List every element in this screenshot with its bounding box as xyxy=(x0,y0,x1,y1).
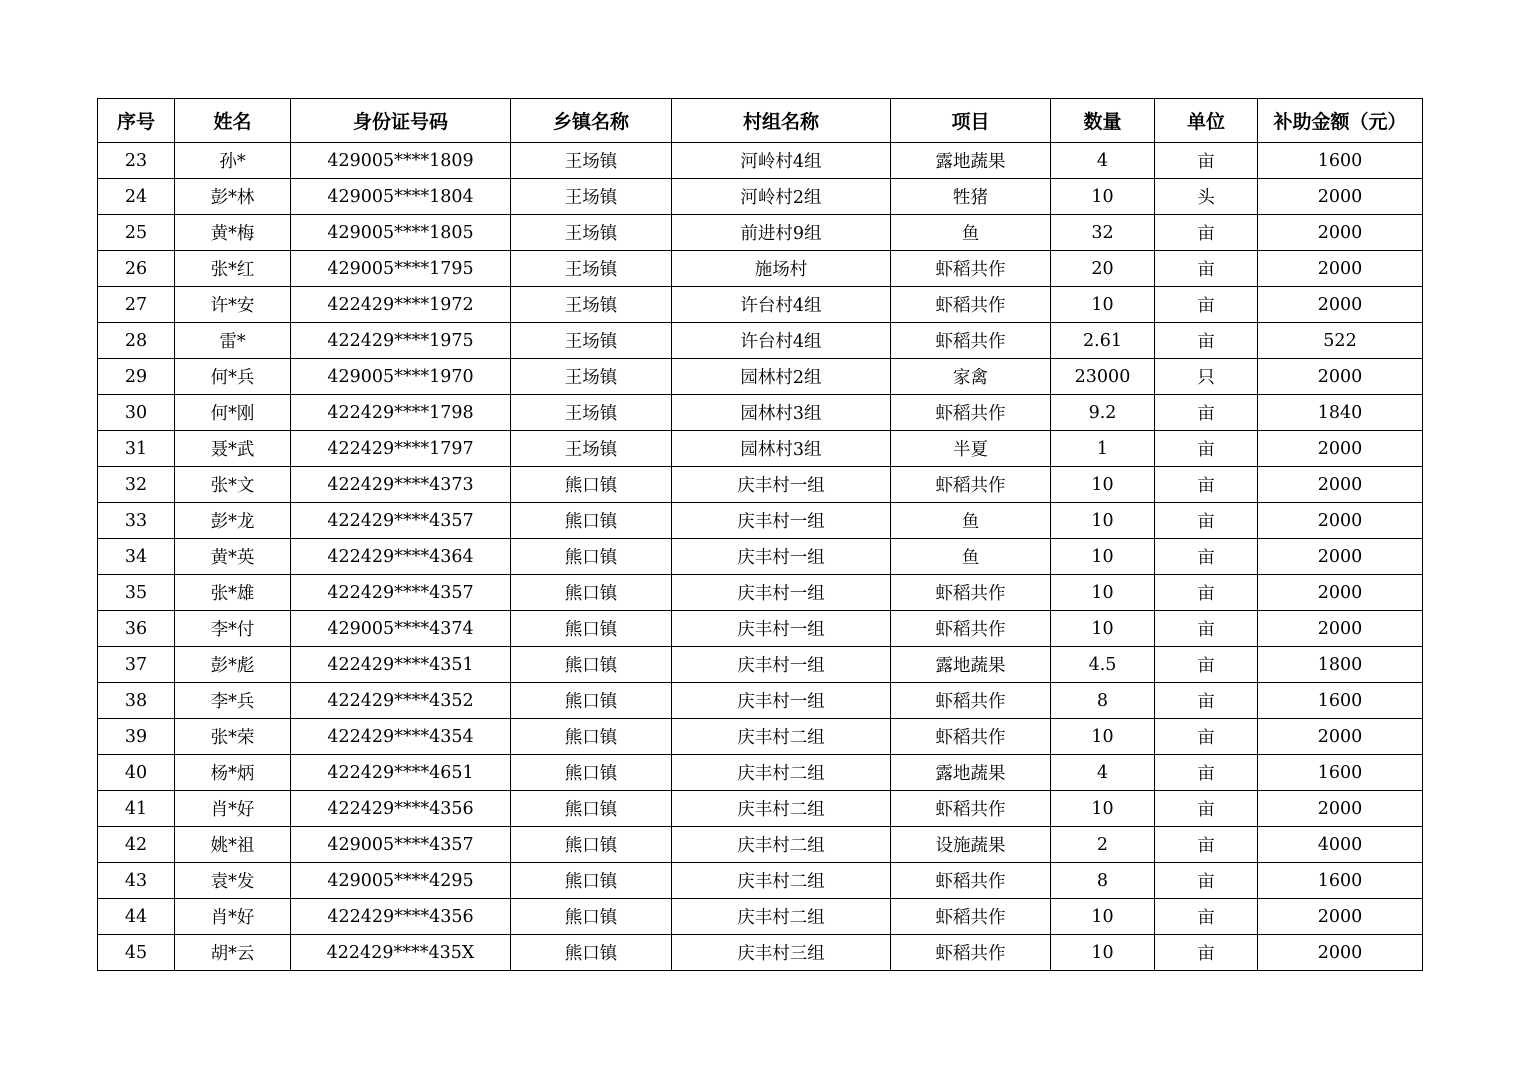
cell-unit: 亩 xyxy=(1155,899,1258,935)
cell-subsidy-amount: 1600 xyxy=(1258,683,1423,719)
header-cell-quantity: 数量 xyxy=(1051,99,1155,143)
cell-id-number: 422429****4351 xyxy=(291,647,511,683)
cell-id-number: 422429****4651 xyxy=(291,755,511,791)
cell-index: 37 xyxy=(98,647,175,683)
cell-subsidy-amount: 2000 xyxy=(1258,179,1423,215)
cell-subsidy-amount: 2000 xyxy=(1258,611,1423,647)
cell-unit: 头 xyxy=(1155,179,1258,215)
cell-town: 熊口镇 xyxy=(511,539,672,575)
cell-id-number: 422429****435X xyxy=(291,935,511,971)
cell-id-number: 429005****1804 xyxy=(291,179,511,215)
cell-index: 26 xyxy=(98,251,175,287)
cell-project: 虾稻共作 xyxy=(891,575,1051,611)
cell-index: 34 xyxy=(98,539,175,575)
cell-subsidy-amount: 4000 xyxy=(1258,827,1423,863)
cell-id-number: 429005****4295 xyxy=(291,863,511,899)
cell-index: 45 xyxy=(98,935,175,971)
table-row xyxy=(98,575,1423,611)
cell-quantity: 8 xyxy=(1051,683,1155,719)
cell-index: 27 xyxy=(98,287,175,323)
cell-index: 23 xyxy=(98,143,175,179)
cell-index: 28 xyxy=(98,323,175,359)
cell-project: 鱼 xyxy=(891,539,1051,575)
cell-quantity: 10 xyxy=(1051,179,1155,215)
cell-project: 虾稻共作 xyxy=(891,899,1051,935)
cell-quantity: 32 xyxy=(1051,215,1155,251)
cell-town: 王场镇 xyxy=(511,359,672,395)
cell-town: 熊口镇 xyxy=(511,719,672,755)
table-row xyxy=(98,899,1423,935)
cell-subsidy-amount: 2000 xyxy=(1258,215,1423,251)
cell-town: 熊口镇 xyxy=(511,935,672,971)
cell-index: 25 xyxy=(98,215,175,251)
cell-unit: 亩 xyxy=(1155,827,1258,863)
cell-unit: 亩 xyxy=(1155,143,1258,179)
cell-town: 王场镇 xyxy=(511,395,672,431)
cell-town: 熊口镇 xyxy=(511,575,672,611)
cell-town: 熊口镇 xyxy=(511,647,672,683)
cell-subsidy-amount: 2000 xyxy=(1258,539,1423,575)
cell-name: 孙* xyxy=(175,143,291,179)
table-header xyxy=(98,99,1423,143)
cell-town: 熊口镇 xyxy=(511,683,672,719)
cell-village: 庆丰村一组 xyxy=(672,539,891,575)
cell-id-number: 429005****1805 xyxy=(291,215,511,251)
cell-project: 鱼 xyxy=(891,503,1051,539)
table-row xyxy=(98,287,1423,323)
cell-quantity: 2 xyxy=(1051,827,1155,863)
cell-id-number: 422429****1975 xyxy=(291,323,511,359)
header-cell-id-number: 身份证号码 xyxy=(291,99,511,143)
cell-name: 胡*云 xyxy=(175,935,291,971)
table-row xyxy=(98,179,1423,215)
cell-village: 河岭村4组 xyxy=(672,143,891,179)
cell-quantity: 10 xyxy=(1051,611,1155,647)
header-cell-subsidy-amount: 补助金额（元） xyxy=(1258,99,1423,143)
cell-subsidy-amount: 522 xyxy=(1258,323,1423,359)
cell-unit: 亩 xyxy=(1155,647,1258,683)
cell-name: 彭*彪 xyxy=(175,647,291,683)
header-cell-unit: 单位 xyxy=(1155,99,1258,143)
cell-id-number: 429005****1795 xyxy=(291,251,511,287)
cell-subsidy-amount: 1840 xyxy=(1258,395,1423,431)
cell-village: 庆丰村二组 xyxy=(672,791,891,827)
cell-subsidy-amount: 2000 xyxy=(1258,935,1423,971)
cell-quantity: 10 xyxy=(1051,503,1155,539)
cell-unit: 亩 xyxy=(1155,539,1258,575)
cell-subsidy-amount: 1600 xyxy=(1258,863,1423,899)
table-row xyxy=(98,467,1423,503)
cell-name: 聂*武 xyxy=(175,431,291,467)
cell-name: 雷* xyxy=(175,323,291,359)
cell-village: 施场村 xyxy=(672,251,891,287)
cell-project: 露地蔬果 xyxy=(891,143,1051,179)
cell-name: 黄*梅 xyxy=(175,215,291,251)
cell-quantity: 10 xyxy=(1051,539,1155,575)
cell-project: 虾稻共作 xyxy=(891,683,1051,719)
cell-project: 虾稻共作 xyxy=(891,395,1051,431)
cell-name: 李*付 xyxy=(175,611,291,647)
cell-quantity: 20 xyxy=(1051,251,1155,287)
cell-index: 38 xyxy=(98,683,175,719)
cell-id-number: 422429****1797 xyxy=(291,431,511,467)
cell-quantity: 10 xyxy=(1051,935,1155,971)
subsidy-table-container xyxy=(97,98,1422,971)
cell-unit: 亩 xyxy=(1155,431,1258,467)
cell-village: 庆丰村一组 xyxy=(672,467,891,503)
header-cell-village: 村组名称 xyxy=(672,99,891,143)
cell-project: 半夏 xyxy=(891,431,1051,467)
cell-subsidy-amount: 2000 xyxy=(1258,251,1423,287)
cell-town: 王场镇 xyxy=(511,431,672,467)
table-row xyxy=(98,791,1423,827)
cell-project: 虾稻共作 xyxy=(891,611,1051,647)
cell-town: 熊口镇 xyxy=(511,863,672,899)
cell-index: 41 xyxy=(98,791,175,827)
cell-unit: 亩 xyxy=(1155,215,1258,251)
cell-town: 熊口镇 xyxy=(511,611,672,647)
cell-id-number: 422429****4352 xyxy=(291,683,511,719)
cell-project: 虾稻共作 xyxy=(891,791,1051,827)
cell-quantity: 10 xyxy=(1051,719,1155,755)
table-row xyxy=(98,719,1423,755)
cell-quantity: 10 xyxy=(1051,287,1155,323)
cell-village: 庆丰村一组 xyxy=(672,575,891,611)
cell-unit: 亩 xyxy=(1155,395,1258,431)
cell-town: 熊口镇 xyxy=(511,503,672,539)
cell-project: 牲猪 xyxy=(891,179,1051,215)
cell-subsidy-amount: 2000 xyxy=(1258,791,1423,827)
cell-subsidy-amount: 2000 xyxy=(1258,575,1423,611)
table-row xyxy=(98,863,1423,899)
cell-name: 许*安 xyxy=(175,287,291,323)
cell-name: 袁*发 xyxy=(175,863,291,899)
cell-subsidy-amount: 1600 xyxy=(1258,143,1423,179)
cell-id-number: 429005****1809 xyxy=(291,143,511,179)
cell-id-number: 422429****4357 xyxy=(291,503,511,539)
cell-quantity: 4 xyxy=(1051,143,1155,179)
cell-quantity: 1 xyxy=(1051,431,1155,467)
table-row xyxy=(98,215,1423,251)
cell-index: 42 xyxy=(98,827,175,863)
cell-village: 园林村3组 xyxy=(672,395,891,431)
cell-subsidy-amount: 2000 xyxy=(1258,287,1423,323)
cell-index: 32 xyxy=(98,467,175,503)
subsidy-table xyxy=(97,98,1423,971)
cell-village: 园林村2组 xyxy=(672,359,891,395)
cell-index: 36 xyxy=(98,611,175,647)
cell-project: 设施蔬果 xyxy=(891,827,1051,863)
cell-id-number: 422429****4356 xyxy=(291,899,511,935)
cell-village: 庆丰村一组 xyxy=(672,611,891,647)
cell-project: 虾稻共作 xyxy=(891,719,1051,755)
cell-town: 熊口镇 xyxy=(511,791,672,827)
cell-quantity: 10 xyxy=(1051,899,1155,935)
cell-village: 庆丰村一组 xyxy=(672,647,891,683)
cell-quantity: 4.5 xyxy=(1051,647,1155,683)
cell-index: 39 xyxy=(98,719,175,755)
cell-subsidy-amount: 2000 xyxy=(1258,467,1423,503)
cell-project: 虾稻共作 xyxy=(891,323,1051,359)
cell-village: 庆丰村二组 xyxy=(672,899,891,935)
cell-id-number: 422429****1972 xyxy=(291,287,511,323)
cell-quantity: 9.2 xyxy=(1051,395,1155,431)
cell-name: 肖*好 xyxy=(175,899,291,935)
cell-project: 露地蔬果 xyxy=(891,647,1051,683)
table-row xyxy=(98,935,1423,971)
cell-project: 虾稻共作 xyxy=(891,863,1051,899)
table-row xyxy=(98,755,1423,791)
cell-village: 庆丰村二组 xyxy=(672,827,891,863)
cell-village: 河岭村2组 xyxy=(672,179,891,215)
cell-unit: 只 xyxy=(1155,359,1258,395)
cell-name: 彭*龙 xyxy=(175,503,291,539)
cell-name: 张*红 xyxy=(175,251,291,287)
cell-unit: 亩 xyxy=(1155,935,1258,971)
cell-quantity: 2.61 xyxy=(1051,323,1155,359)
cell-unit: 亩 xyxy=(1155,791,1258,827)
cell-unit: 亩 xyxy=(1155,683,1258,719)
cell-town: 王场镇 xyxy=(511,251,672,287)
cell-town: 熊口镇 xyxy=(511,899,672,935)
header-cell-project: 项目 xyxy=(891,99,1051,143)
cell-unit: 亩 xyxy=(1155,503,1258,539)
table-row xyxy=(98,503,1423,539)
cell-village: 庆丰村三组 xyxy=(672,935,891,971)
cell-project: 露地蔬果 xyxy=(891,755,1051,791)
cell-name: 姚*祖 xyxy=(175,827,291,863)
table-row xyxy=(98,251,1423,287)
cell-subsidy-amount: 2000 xyxy=(1258,359,1423,395)
cell-village: 庆丰村一组 xyxy=(672,503,891,539)
cell-subsidy-amount: 2000 xyxy=(1258,503,1423,539)
cell-town: 王场镇 xyxy=(511,287,672,323)
cell-index: 43 xyxy=(98,863,175,899)
cell-project: 虾稻共作 xyxy=(891,467,1051,503)
cell-unit: 亩 xyxy=(1155,863,1258,899)
cell-unit: 亩 xyxy=(1155,755,1258,791)
table-row xyxy=(98,359,1423,395)
cell-name: 张*荣 xyxy=(175,719,291,755)
header-cell-name: 姓名 xyxy=(175,99,291,143)
cell-project: 虾稻共作 xyxy=(891,251,1051,287)
cell-id-number: 422429****4364 xyxy=(291,539,511,575)
cell-name: 彭*林 xyxy=(175,179,291,215)
table-row xyxy=(98,539,1423,575)
cell-id-number: 422429****4354 xyxy=(291,719,511,755)
cell-town: 熊口镇 xyxy=(511,755,672,791)
cell-village: 庆丰村二组 xyxy=(672,719,891,755)
cell-subsidy-amount: 1600 xyxy=(1258,755,1423,791)
cell-quantity: 4 xyxy=(1051,755,1155,791)
cell-id-number: 429005****1970 xyxy=(291,359,511,395)
cell-subsidy-amount: 2000 xyxy=(1258,899,1423,935)
cell-name: 李*兵 xyxy=(175,683,291,719)
cell-project: 虾稻共作 xyxy=(891,287,1051,323)
cell-subsidy-amount: 2000 xyxy=(1258,719,1423,755)
cell-index: 29 xyxy=(98,359,175,395)
cell-unit: 亩 xyxy=(1155,467,1258,503)
cell-index: 35 xyxy=(98,575,175,611)
cell-quantity: 10 xyxy=(1051,791,1155,827)
table-row xyxy=(98,683,1423,719)
cell-name: 何*兵 xyxy=(175,359,291,395)
cell-id-number: 429005****4374 xyxy=(291,611,511,647)
cell-index: 44 xyxy=(98,899,175,935)
cell-unit: 亩 xyxy=(1155,575,1258,611)
cell-name: 张*文 xyxy=(175,467,291,503)
cell-index: 40 xyxy=(98,755,175,791)
table-row xyxy=(98,431,1423,467)
cell-town: 王场镇 xyxy=(511,215,672,251)
table-row xyxy=(98,323,1423,359)
cell-quantity: 10 xyxy=(1051,467,1155,503)
cell-village: 庆丰村二组 xyxy=(672,755,891,791)
cell-index: 31 xyxy=(98,431,175,467)
cell-village: 庆丰村一组 xyxy=(672,683,891,719)
header-cell-index: 序号 xyxy=(98,99,175,143)
cell-unit: 亩 xyxy=(1155,251,1258,287)
cell-id-number: 422429****4356 xyxy=(291,791,511,827)
table-row xyxy=(98,611,1423,647)
cell-unit: 亩 xyxy=(1155,323,1258,359)
cell-town: 熊口镇 xyxy=(511,467,672,503)
cell-subsidy-amount: 1800 xyxy=(1258,647,1423,683)
cell-unit: 亩 xyxy=(1155,611,1258,647)
table-row xyxy=(98,143,1423,179)
header-cell-town: 乡镇名称 xyxy=(511,99,672,143)
cell-village: 园林村3组 xyxy=(672,431,891,467)
cell-name: 何*刚 xyxy=(175,395,291,431)
cell-village: 许台村4组 xyxy=(672,323,891,359)
cell-quantity: 23000 xyxy=(1051,359,1155,395)
cell-town: 王场镇 xyxy=(511,179,672,215)
cell-subsidy-amount: 2000 xyxy=(1258,431,1423,467)
cell-village: 庆丰村二组 xyxy=(672,863,891,899)
cell-quantity: 10 xyxy=(1051,575,1155,611)
cell-name: 肖*好 xyxy=(175,791,291,827)
cell-id-number: 422429****4357 xyxy=(291,575,511,611)
cell-town: 熊口镇 xyxy=(511,827,672,863)
cell-id-number: 422429****4373 xyxy=(291,467,511,503)
cell-id-number: 422429****1798 xyxy=(291,395,511,431)
cell-project: 虾稻共作 xyxy=(891,935,1051,971)
cell-unit: 亩 xyxy=(1155,719,1258,755)
cell-town: 王场镇 xyxy=(511,323,672,359)
cell-id-number: 429005****4357 xyxy=(291,827,511,863)
cell-name: 杨*炳 xyxy=(175,755,291,791)
cell-project: 鱼 xyxy=(891,215,1051,251)
table-row xyxy=(98,647,1423,683)
cell-project: 家禽 xyxy=(891,359,1051,395)
cell-name: 张*雄 xyxy=(175,575,291,611)
cell-unit: 亩 xyxy=(1155,287,1258,323)
cell-village: 许台村4组 xyxy=(672,287,891,323)
cell-index: 24 xyxy=(98,179,175,215)
cell-index: 30 xyxy=(98,395,175,431)
table-row xyxy=(98,827,1423,863)
cell-index: 33 xyxy=(98,503,175,539)
header-row xyxy=(98,99,1423,143)
cell-name: 黄*英 xyxy=(175,539,291,575)
cell-quantity: 8 xyxy=(1051,863,1155,899)
table-row xyxy=(98,395,1423,431)
cell-village: 前进村9组 xyxy=(672,215,891,251)
table-body xyxy=(98,143,1423,971)
cell-town: 王场镇 xyxy=(511,143,672,179)
